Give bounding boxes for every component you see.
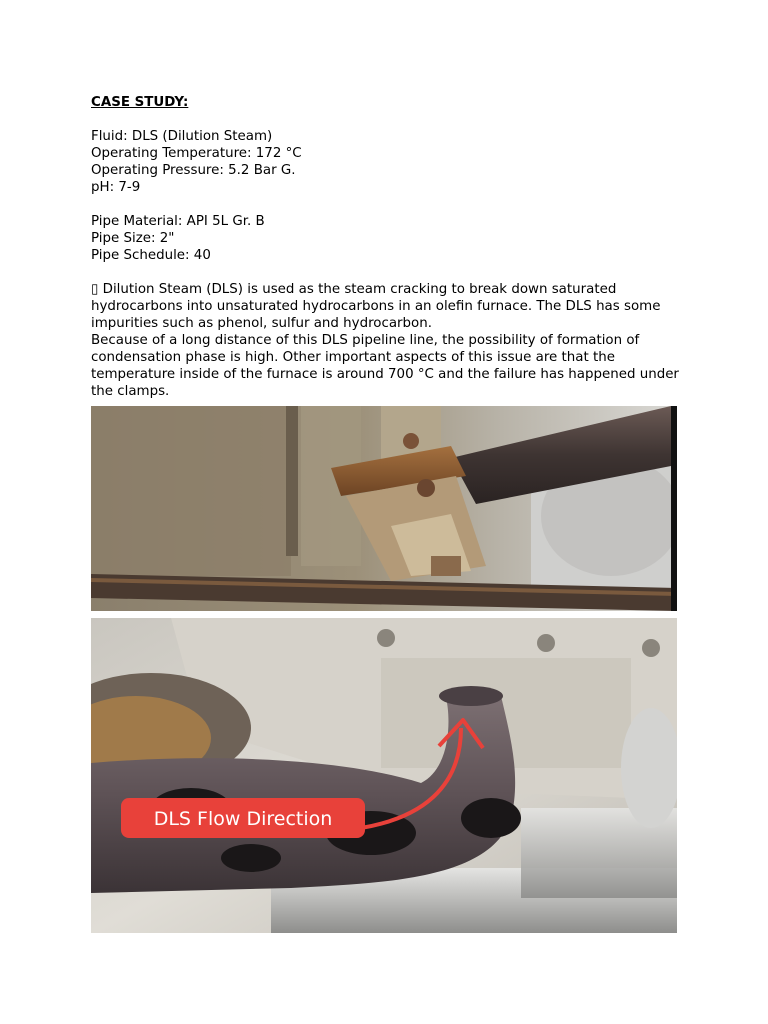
- pipe-spec-line: Pipe Size: 2": [91, 231, 175, 246]
- fluid-spec-line: pH: 7-9: [91, 180, 141, 195]
- flow-direction-label: DLS Flow Direction: [153, 808, 333, 830]
- fluid-spec-line: Operating Pressure: 5.2 Bar G.: [91, 163, 296, 178]
- document-body: [91, 94, 681, 400]
- description-paragraph: ▯ Dilution Steam (DLS) is used as the steam cracking to break down saturated hydrocarbons into unsaturated hydrocarbons in an olefin furnace. The DLS has some impurities such as phenol, sulfur and hydrocarbon.: [91, 282, 661, 331]
- flow-direction-photo: [91, 618, 677, 933]
- clamp-photo: [91, 406, 677, 611]
- fluid-spec-line: Operating Temperature: 172 °C: [91, 146, 302, 161]
- pipe-spec-line: Pipe Schedule: 40: [91, 248, 211, 263]
- pipe-spec-line: Pipe Material: API 5L Gr. B: [91, 214, 265, 229]
- description-paragraph: Because of a long distance of this DLS pipeline line, the possibility of formation of condensation phase is high. Other important aspects of this issue are that the temperature inside of the furnace is around 700 °C and the failure has happened under the clamps.: [91, 333, 679, 399]
- fluid-spec-line: Fluid: DLS (Dilution Steam): [91, 129, 273, 144]
- case-study-heading: CASE STUDY:: [91, 95, 189, 110]
- missing-glyph-icon: ▯: [91, 282, 99, 297]
